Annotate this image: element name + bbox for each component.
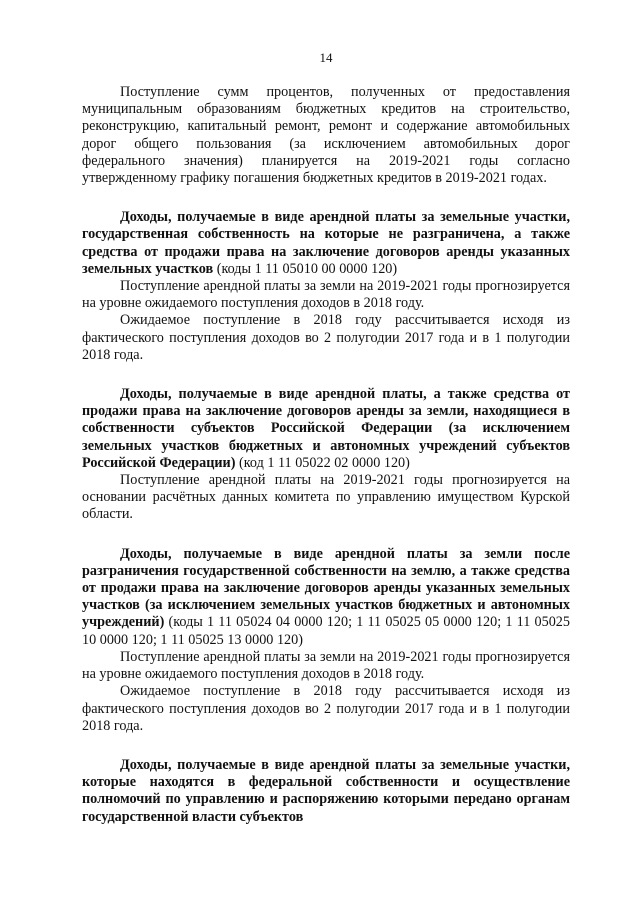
section-land-rent-federal xyxy=(82,757,570,826)
heading-bold: Доходы, получаемые в виде арендной платы, а также средства от продажи права на заключение договоров аренды за земли, находящиеся в собственности субъектов Российской Федерации (за исключением земельных участков бюджетных и автономных учреждений субъектов Российской Федерации) xyxy=(82,386,570,471)
heading-code: (код 1 11 05022 02 0000 120) xyxy=(235,454,410,471)
heading-code: (коды 1 11 05010 00 0000 120) xyxy=(213,260,398,277)
document-page xyxy=(82,50,570,826)
section-heading xyxy=(82,386,570,472)
section-heading xyxy=(82,546,570,649)
paragraph: Ожидаемое поступление в 2018 году рассчитывается исходя из фактического поступления доходов во 2 полугодии 2017 года и в 1 полугодии 2018 года. xyxy=(82,312,570,363)
heading-bold: Доходы, получаемые в виде арендной платы за земельные участки, которые находятся в федеральной собственности и осуществление полномочий по управлению и распоряжению которыми передано органам государственной власти субъектов xyxy=(82,756,570,825)
section-land-rent-regional xyxy=(82,386,570,524)
section-land-rent-undivided xyxy=(82,209,570,364)
paragraph: Поступление арендной платы за земли на 2019-2021 годы прогнозируется на уровне ожидаемого поступления доходов в 2018 году. xyxy=(82,648,570,683)
paragraph: Поступление арендной платы на 2019-2021 годы прогнозируется на основании расчётных данных комитета по управлению имуществом Курской области. xyxy=(82,472,570,523)
section-interest-income xyxy=(82,84,570,187)
section-land-rent-after-division xyxy=(82,546,570,735)
paragraph: Поступление арендной платы за земли на 2019-2021 годы прогнозируется на уровне ожидаемого поступления доходов в 2018 году. xyxy=(82,278,570,312)
section-heading xyxy=(82,757,570,826)
heading-bold: Доходы, получаемые в виде арендной платы за земли после разграничения государственной собственности на землю, а также средства от продажи права на заключение договоров аренды указанных земельных участков (за исключением земельных участков бюджетных и автономных учреждений) xyxy=(82,545,570,631)
paragraph: Ожидаемое поступление в 2018 году рассчитывается исходя из фактического поступления доходов во 2 полугодии 2017 года и в 1 полугодии 2018 года. xyxy=(82,683,570,734)
page-number: 14 xyxy=(319,50,333,65)
section-heading xyxy=(82,209,570,278)
paragraph: Поступление сумм процентов, полученных от предоставления муниципальным образованиям бюджетных кредитов на строительство, реконструкцию, капитальный ремонт, ремонт и содержание автомобильных дорог общего пользования (за исключением автомобильных дорог федерального значения) планируется на 2019-2021 годы согласно утвержденному графику погашения бюджетных кредитов в 2019-2021 годах. xyxy=(82,84,570,187)
heading-code: (коды 1 11 05024 04 0000 120; 1 11 05025 05 0000 120; 1 11 05025 10 0000 120; 1 11 05025 13 0000 120) xyxy=(82,614,570,648)
heading-bold: Доходы, получаемые в виде арендной платы за земельные участки, государственная собственность на которые не разграничена, а также средства от продажи права на заключение договоров аренды указанных земельных участков xyxy=(82,209,570,277)
